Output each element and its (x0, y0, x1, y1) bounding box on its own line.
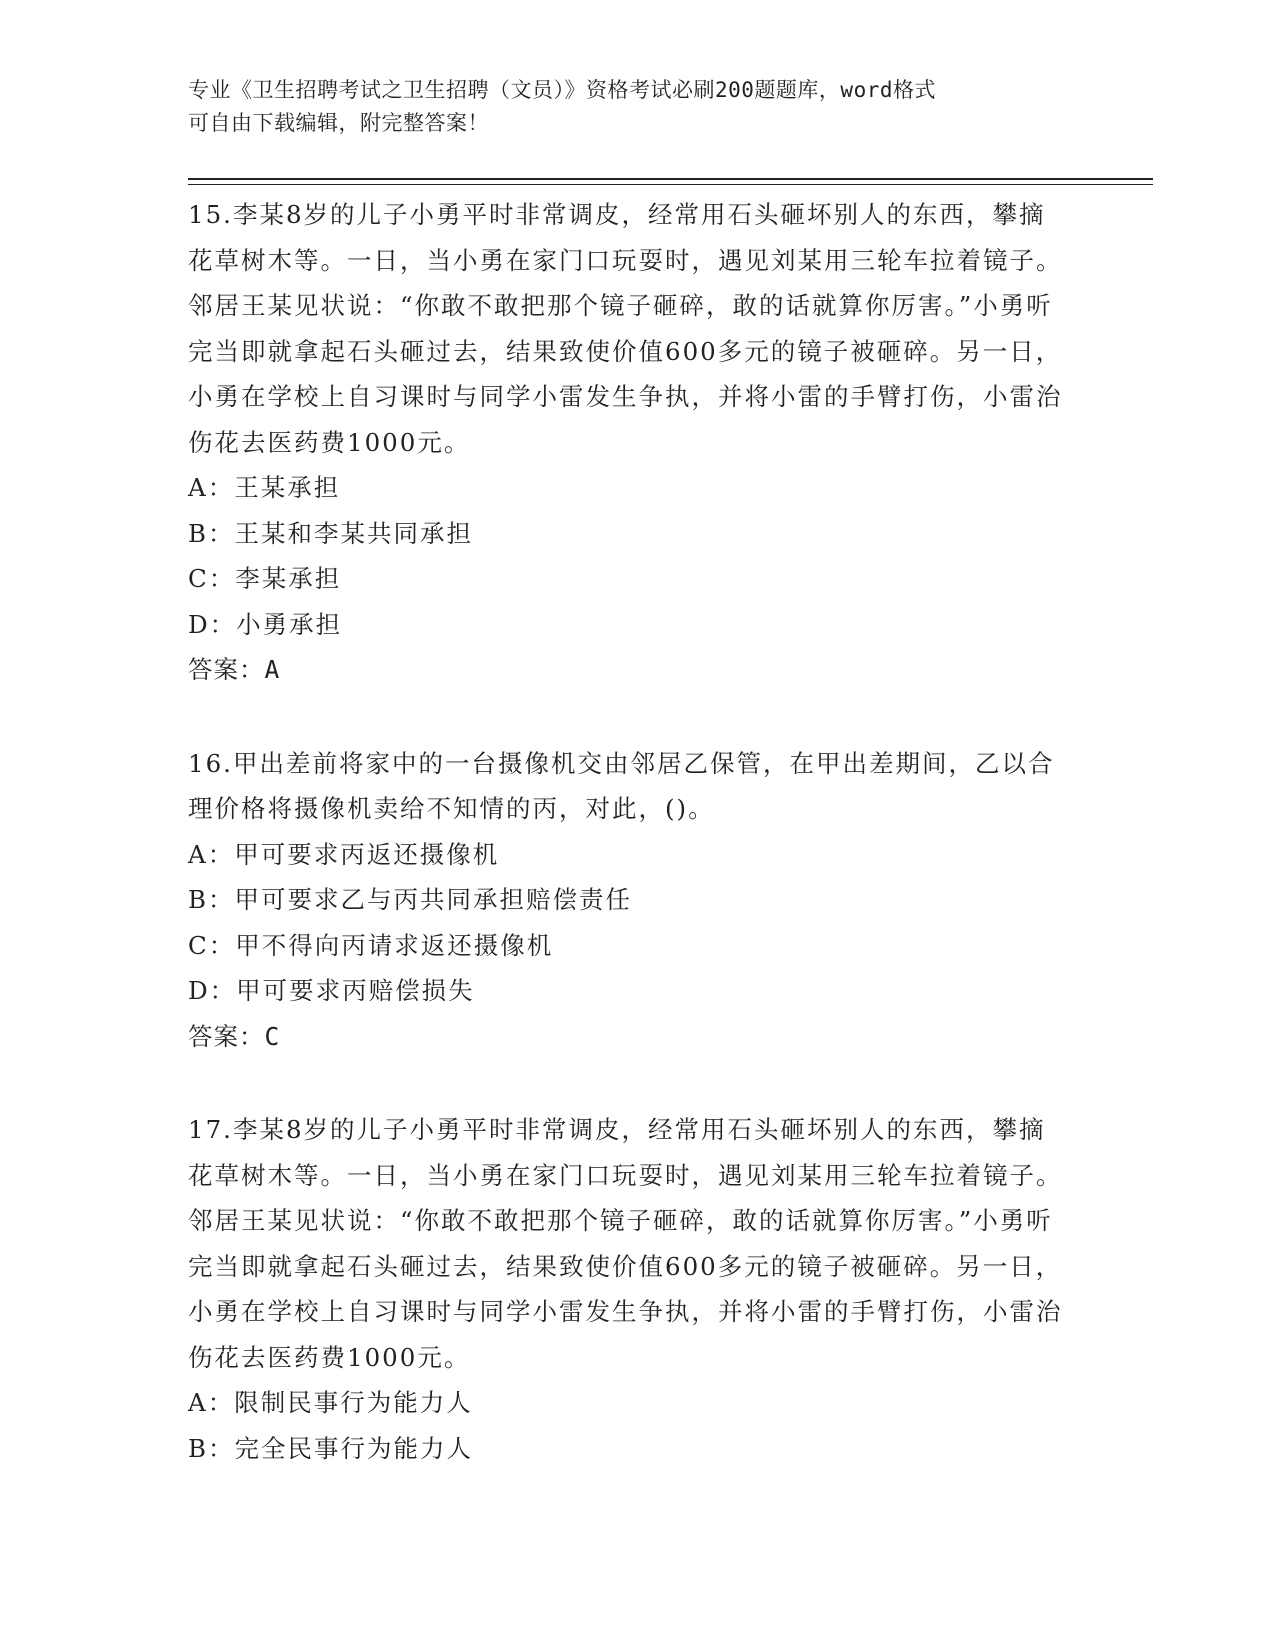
header-rule-thin (188, 184, 1153, 185)
question-list (188, 192, 1068, 1519)
option-b: B：甲可要求乙与丙共同承担赔偿责任 (188, 885, 633, 914)
answer-label: 答案：A (188, 655, 281, 684)
option-a: A：王某承担 (188, 473, 341, 502)
header-line-1: 专业《卫生招聘考试之卫生招聘（文员）》资格考试必刷200题题库，word格式 (188, 78, 936, 102)
question-text: 16.甲出差前将家中的一台摄像机交由邻居乙保管，在甲出差期间，乙以合理价格将摄像机卖给不知情的丙，对此，()。 (188, 748, 1055, 823)
answer-label: 答案：C (188, 1021, 281, 1051)
option-a: A：甲可要求丙返还摄像机 (188, 839, 500, 869)
option-b: B：王某和李某共同承担 (188, 518, 474, 548)
question-text: 15.李某8岁的儿子小勇平时非常调皮，经常用石头砸坏别人的东西，攀摘花草树木等。一日，当小勇在家门口玩耍时，遇见刘某用三轮车拉着镜子。邻居王某见状说：“你敢不敢把那个镜子砸碎，敢的话就算你厉害。”小勇听完当即就拿起石头砸过去，结果致使价值600多元的镜子被砸碎。另一日，小勇在学校上自习课时与同学小雷发生争执，并将小雷的手臂打伤，小雷治伤花去医药费1000元。 (188, 200, 1063, 457)
option-b: B：完全民事行为能力人 (188, 1433, 474, 1463)
header-line-2: 可自由下载编辑，附完整答案！ (188, 111, 489, 135)
option-d: D：小勇承担 (188, 609, 343, 639)
option-c: C：李某承担 (188, 564, 342, 593)
question-15 (188, 192, 1068, 693)
option-d: D：甲可要求丙赔偿损失 (188, 976, 475, 1005)
page-header (188, 74, 1068, 140)
question-text: 17.李某8岁的儿子小勇平时非常调皮，经常用石头砸坏别人的东西，攀摘花草树木等。一日，当小勇在家门口玩耍时，遇见刘某用三轮车拉着镜子。邻居王某见状说：“你敢不敢把那个镜子砸碎，敢的话就算你厉害。”小勇听完当即就拿起石头砸过去，结果致使价值600多元的镜子被砸碎。另一日，小勇在学校上自习课时与同学小雷发生争执，并将小雷的手臂打伤，小雷治伤花去医药费1000元。 (188, 1115, 1063, 1372)
option-c: C：甲不得向丙请求返还摄像机 (188, 930, 554, 960)
header-rule-thick (188, 178, 1153, 180)
option-a: A：限制民事行为能力人 (188, 1388, 473, 1417)
question-17 (188, 1107, 1068, 1471)
question-16 (188, 741, 1068, 1060)
